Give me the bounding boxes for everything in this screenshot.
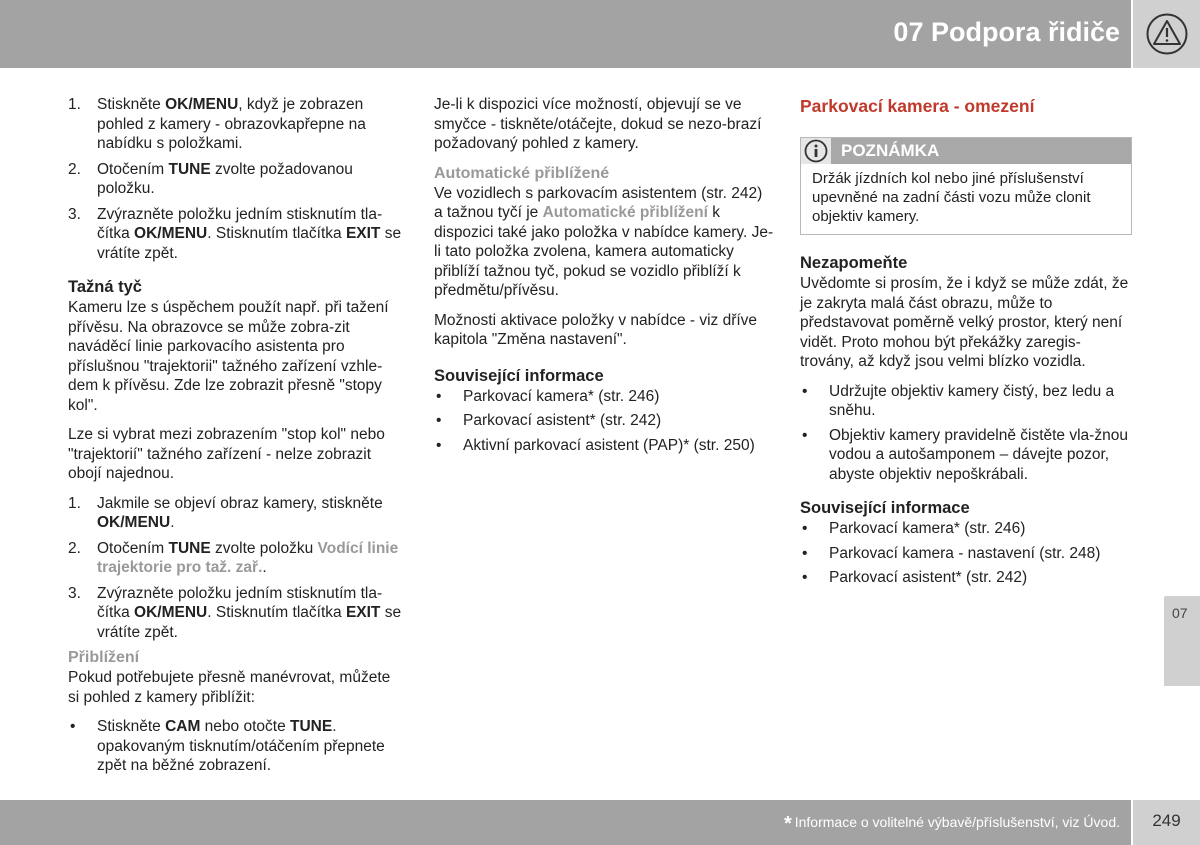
step-text: . — [170, 514, 175, 531]
bullet-text: . opakovaným tisknutím/otáčením přepnete zpět na běžné zobrazení. — [97, 718, 385, 774]
button-name: EXIT — [345, 604, 381, 621]
warning-triangle-icon — [1146, 13, 1188, 55]
section-heading-towbar: Tažná tyč — [68, 278, 142, 296]
bullet-icon: • — [802, 382, 808, 400]
related-link[interactable] — [434, 387, 774, 407]
step-text: Otočením — [97, 539, 169, 557]
note-title: POZNÁMKA — [841, 141, 940, 160]
button-name: OK/MENU — [134, 604, 208, 621]
chapter-tab-label: 07 — [1172, 605, 1188, 621]
step-text: zvolte položku — [210, 539, 318, 557]
step-number: 1. — [68, 494, 81, 512]
section-title: Parkovací kamera - omezení — [800, 96, 1035, 116]
bullet-text: Stiskněte — [97, 718, 166, 735]
step-text: se vrátíte zpět. — [97, 225, 402, 262]
paragraph: Možnosti aktivace položky v nabídce - viz dříve kapitola "Změna nastavení". — [434, 311, 758, 348]
step-item — [68, 160, 403, 199]
footer-note-text: Informace o volitelné výbavě/příslušenství, viz Úvod. — [794, 814, 1120, 830]
bullet-text: Udržujte objektiv kamery čistý, bez ledu a sněhu. — [829, 382, 1115, 419]
paragraph: Uvědomte si prosím, že i když se může zdát, že je zakryta malá část obrazu, může to představovat poměrně velký prostor, který není vidět. Proto mohou být překážky zaregis-trovány, až když jsou velmi blízko vozidla. — [800, 275, 1129, 370]
paragraph — [434, 184, 774, 301]
column-2 — [434, 95, 774, 460]
bullet-text: Objektiv kamery pravidelně čistěte vla-žnou vodou a autošamponem – dávejte pozor, abyste objektiv nepoškrábali. — [829, 426, 1128, 483]
step-text: zvolte požadovanou položku. — [97, 160, 353, 197]
paragraph: Pokud potřebujete přesně manévrovat, můžete si pohled z kamery přiblížit: — [68, 669, 391, 706]
paragraph: Kameru lze s úspěchem použít např. při tažení přívěsu. Na obrazovce se může zobra-zit naváděcí linie parkovacího asistenta pro příslušnou "trajektorii" tažného zařízení vzhle-dem k přívěsu. Zde lze zobrazit přesně "stopy kol". — [68, 299, 389, 414]
step-text: . Stisknutím tlačítka — [207, 225, 346, 242]
paragraph-text: k dispozici také jako položka v nabídce kamery. Je-li tato položka zvolena, kamera automaticky přiblíží tažnou tyč, pokud se vozidlo přiblíží k předmětu/přívěsu. — [434, 204, 774, 299]
button-name: TUNE — [168, 160, 211, 178]
menu-item-reference: Automatické přiblížení — [542, 204, 708, 221]
related-link[interactable] — [800, 568, 1132, 588]
button-name: TUNE — [290, 718, 333, 735]
info-icon — [804, 139, 828, 163]
bullet-icon: • — [802, 544, 808, 562]
note-header — [801, 138, 1131, 165]
step-text: Zvýrazněte položku jedním stisknutím tla-čítka — [97, 584, 383, 621]
bullet-icon: • — [802, 520, 808, 537]
step-item — [68, 205, 403, 264]
related-link-text: Parkovací kamera* (str. 246) — [829, 520, 1026, 537]
related-link-text: Parkovací asistent* (str. 242) — [463, 412, 662, 429]
paragraph: Lze si vybrat mezi zobrazením "stop kol" nebo "trajektorií" tažného zařízení - nelze zobrazit obojí najednou. — [68, 426, 385, 482]
step-text: , když je zobrazen pohled z kamery - obrazovkapřepne na nabídku s položkami. — [97, 96, 366, 152]
step-item — [68, 584, 403, 643]
related-link[interactable] — [800, 519, 1132, 539]
asterisk-icon: * — [783, 813, 792, 835]
step-number: 3. — [68, 205, 81, 223]
step-item — [68, 539, 403, 578]
step-item — [68, 95, 403, 154]
paragraph-text: Ve vozidlech s parkovacím asistentem (str. 242) a tažnou tyčí je — [434, 184, 763, 221]
related-link-text: Parkovací kamera* (str. 246) — [463, 387, 660, 405]
bullet-text: nebo otočte — [200, 718, 290, 735]
bullet-icon: • — [436, 436, 442, 454]
button-name: TUNE — [168, 539, 211, 557]
header-icon-box — [1133, 0, 1200, 68]
subheading-auto-zoom: Automatické přiblížené — [434, 164, 610, 182]
bullet-icon: • — [436, 412, 442, 429]
menu-item-reference: Vodící linie trajektorie pro taž. zař. — [97, 539, 399, 576]
step-text: Stiskněte — [97, 96, 166, 113]
step-number: 1. — [68, 96, 81, 113]
related-link-text: Parkovací kamera - nastavení (str. 248) — [829, 544, 1101, 562]
button-name: EXIT — [345, 225, 381, 242]
subheading-zoom: Přiblížení — [68, 649, 140, 666]
related-link[interactable] — [434, 411, 774, 431]
info-box-bg — [801, 138, 831, 164]
bullet-icon: • — [802, 426, 808, 444]
button-name: OK/MENU — [97, 514, 171, 531]
bullet-item — [800, 382, 1132, 421]
column-1 — [68, 95, 403, 781]
step-text: . — [262, 559, 267, 576]
step-text: Jakmile se objeví obraz kamery, stiskněte — [97, 494, 383, 512]
bullet-item — [68, 717, 403, 776]
chapter-tab — [1164, 596, 1200, 686]
page-title: 07 Podpora řidiče — [893, 17, 1120, 47]
related-link-text: Parkovací asistent* (str. 242) — [829, 569, 1028, 586]
page-number: 249 — [1152, 811, 1181, 830]
bullet-icon: • — [70, 718, 76, 735]
bullet-icon: • — [802, 569, 808, 586]
button-name: CAM — [165, 718, 201, 735]
step-text: se vrátíte zpět. — [97, 604, 402, 641]
step-number: 2. — [68, 539, 81, 557]
related-heading: Související informace — [800, 499, 970, 517]
step-text: . Stisknutím tlačítka — [207, 604, 346, 621]
bullet-icon: • — [436, 387, 442, 405]
step-number: 3. — [68, 584, 81, 602]
related-heading: Související informace — [434, 366, 604, 385]
column-3 — [800, 95, 1132, 593]
note-text: Držák jízdních kol nebo jiné příslušenství upevněné na zadní části vozu může clonit objektiv kamery. — [812, 170, 1091, 225]
step-number: 2. — [68, 160, 81, 178]
section-heading-remember: Nezapomeňte — [800, 254, 908, 272]
step-text: Otočením — [97, 160, 169, 178]
button-name: OK/MENU — [134, 225, 208, 242]
bullet-item — [800, 426, 1132, 485]
related-link[interactable] — [434, 436, 774, 456]
note-box — [800, 137, 1132, 235]
related-link-text: Aktivní parkovací asistent (PAP)* (str. 250) — [463, 436, 755, 454]
paragraph: Je-li k dispozici více možností, objevují se ve smyčce - tiskněte/otáčejte, dokud se nezo-brazí požadovaný pohled z kamery. — [434, 96, 762, 152]
footer-note — [784, 812, 1120, 834]
step-text: Zvýrazněte položku jedním stisknutím tla-čítka — [97, 205, 383, 242]
related-link[interactable] — [800, 544, 1132, 564]
step-item — [68, 494, 403, 533]
button-name: OK/MENU — [165, 96, 239, 113]
